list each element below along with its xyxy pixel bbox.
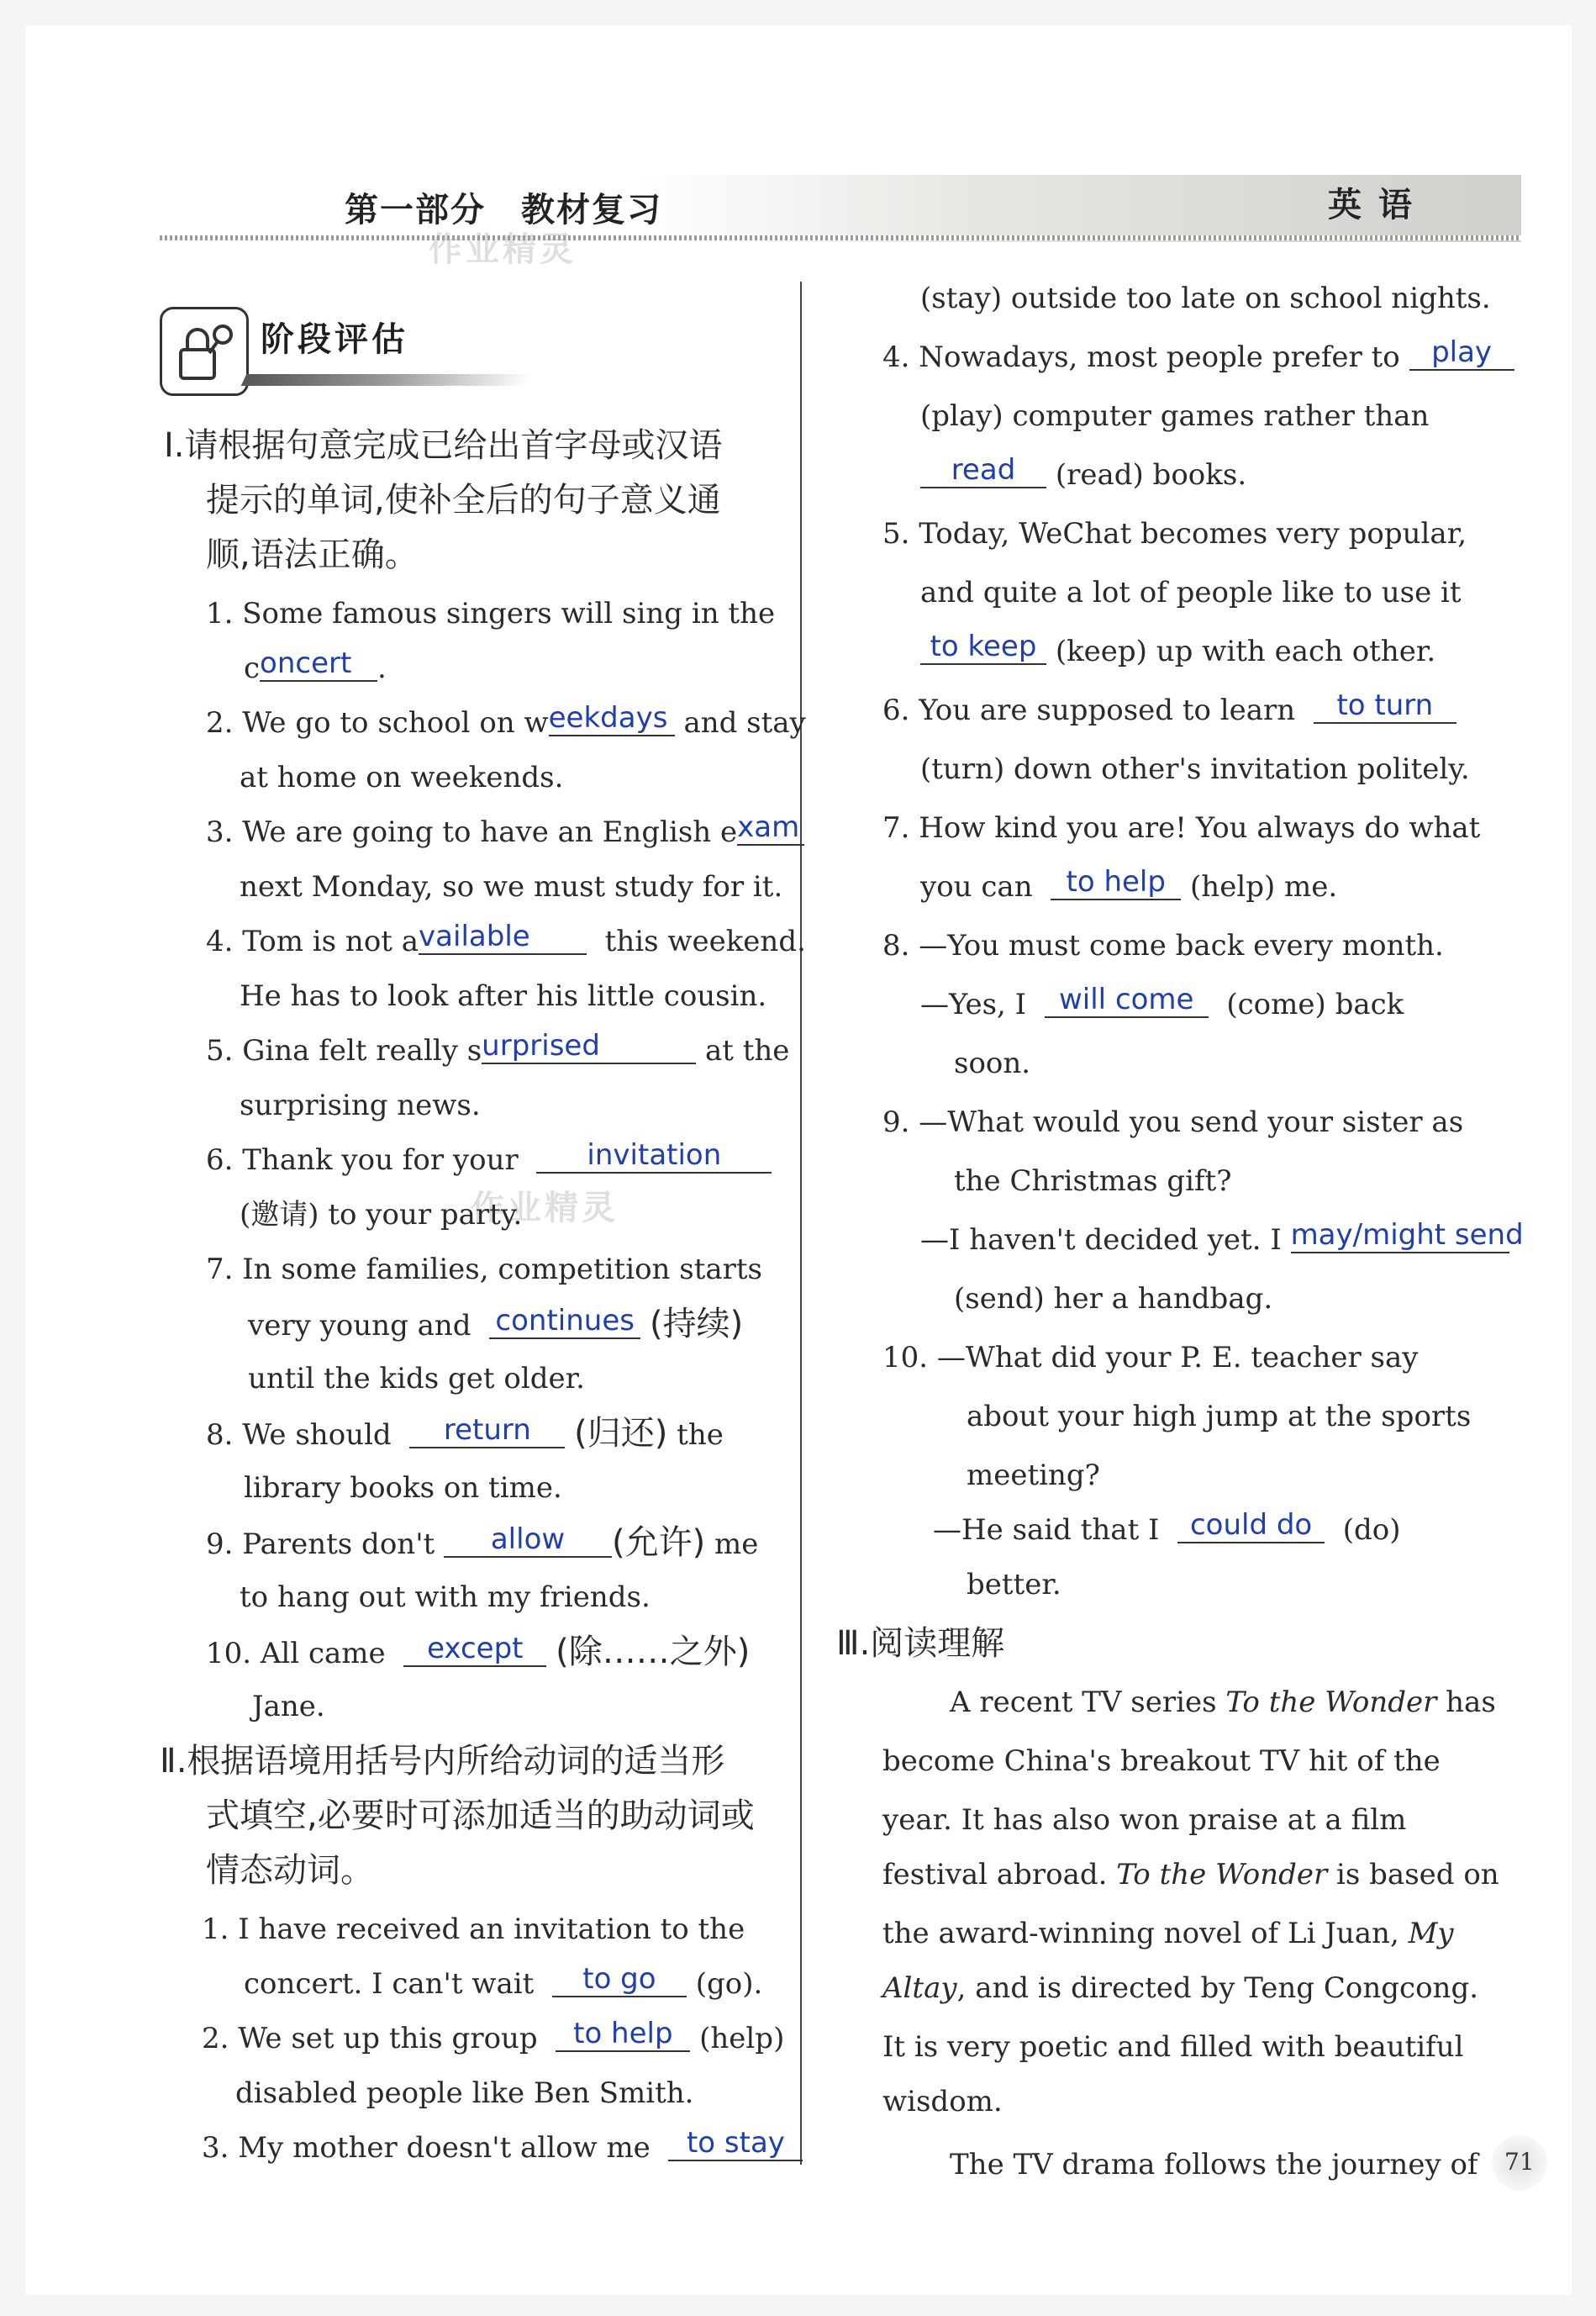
p1-q5-line2: surprising news.	[240, 1089, 481, 1122]
answer-blank[interactable]: to help	[1051, 865, 1181, 900]
p2-q10-line5: better.	[967, 1568, 1061, 1601]
p1-q4-line1: 4. Tom is not available this weekend.	[206, 920, 806, 958]
p2-q9-line3: —I haven't decided yet. I may/might send	[920, 1218, 1524, 1257]
p2-q9-line1: 9. —What would you send your sister as	[882, 1105, 1464, 1139]
reading-p1-line3: year. It has also won praise at a film	[882, 1803, 1407, 1837]
p2-q6-line1: 6. You are supposed to learn to turn	[882, 694, 1456, 729]
answer-blank[interactable]: allow	[444, 1522, 612, 1558]
answer-blank[interactable]: urprised	[482, 1029, 696, 1064]
reading-p1-line5: the award-winning novel of Li Juan, My	[882, 1917, 1454, 1950]
answer-blank[interactable]: to stay	[668, 2126, 803, 2161]
answer-blank[interactable]: read	[920, 453, 1046, 488]
p1-q7-line2: very young and continues (持续)	[248, 1304, 744, 1343]
reading-p1-line7: It is very poetic and filled with beautiful	[882, 2030, 1464, 2064]
p1-q8-line1: 8. We should return (归还) the	[206, 1413, 724, 1453]
p2-q4-line1: 4. Nowadays, most people prefer to play	[882, 340, 1514, 376]
p2-q7-line1: 7. How kind you are! You always do what	[882, 811, 1481, 845]
reading-p1-line4: festival abroad. To the Wonder is based on	[882, 1858, 1499, 1891]
reading-p1-line8: wisdom.	[882, 2085, 1003, 2118]
p2-q8-line1: 8. —You must come back every month.	[882, 929, 1444, 963]
p1-q7-line1: 7. In some families, competition starts	[206, 1253, 763, 1286]
answer-blank[interactable]: vailable	[419, 920, 587, 955]
badge-underline	[241, 374, 533, 386]
p1-q9-line2: to hang out with my friends.	[240, 1580, 651, 1614]
p2-q4-line2: (play) computer games rather than	[920, 399, 1430, 433]
p2-q8-line2: —Yes, I will come (come) back	[920, 983, 1404, 1021]
watermark: 作业精灵	[471, 1189, 619, 1227]
part1-title-line1: Ⅰ.请根据句意完成已给出首字母或汉语	[164, 426, 723, 465]
part1-title-line2: 提示的单词,使补全后的句子意义通	[206, 481, 721, 520]
answer-blank[interactable]: play	[1409, 335, 1514, 371]
p2-q5-line2: and quite a lot of people like to use it	[920, 576, 1462, 609]
watermark: 作业精灵	[429, 230, 577, 269]
answer-blank[interactable]: to help	[556, 2017, 690, 2052]
page-number: 71	[1504, 2148, 1535, 2176]
header-rule	[160, 235, 1521, 240]
p1-q10-line1: 10. All came except (除……之外)	[206, 1632, 751, 1671]
p1-q2-line1: 2. We go to school on weekdays and stay	[206, 701, 806, 740]
p1-q8-line2: library books on time.	[244, 1471, 562, 1505]
p2-q10-line2: about your high jump at the sports	[967, 1400, 1472, 1433]
answer-blank[interactable]: to turn	[1314, 688, 1456, 724]
answer-blank[interactable]: invitation	[536, 1138, 772, 1174]
p2-q5-line3: to keep (keep) up with each other.	[920, 635, 1435, 670]
answer-blank[interactable]: continues	[489, 1304, 640, 1339]
p2-q1-line2: concert. I can't wait to go (go).	[244, 1962, 763, 2001]
answer-blank[interactable]: could do	[1177, 1508, 1325, 1543]
p1-q1-line2: concert .	[244, 646, 387, 685]
p2-q1-line1: 1. I have received an invitation to the	[202, 1912, 745, 1946]
p2-q10-line4: —He said that I could do (do)	[933, 1508, 1401, 1547]
answer-blank[interactable]: will come	[1045, 983, 1209, 1018]
p1-q1-text: 1. Some famous singers will sing in the	[206, 597, 776, 630]
p2-q8-line3: soon.	[954, 1047, 1031, 1080]
p2-q3-line1: 3. My mother doesn't allow me to stay	[202, 2131, 803, 2166]
lock-icon	[160, 307, 249, 396]
header-part-title: 第一部分 教材复习	[345, 191, 662, 229]
p2-q9-line4: (send) her a handbag.	[954, 1282, 1273, 1316]
p2-q6-line2: (turn) down other's invitation politely.	[920, 752, 1470, 786]
p1-q3-line1: 3. We are going to have an English exam	[206, 815, 804, 851]
part2-title-line2: 式填空,必要时可添加适当的助动词或	[206, 1796, 755, 1835]
part2-title-line1: Ⅱ.根据语境用括号内所给动词的适当形	[160, 1742, 725, 1781]
part1-title-line3: 顺,语法正确。	[206, 535, 419, 574]
p2-q4-line3: read (read) books.	[920, 458, 1246, 493]
answer-blank[interactable]: return	[409, 1413, 565, 1448]
p2-q10-line3: meeting?	[967, 1459, 1100, 1492]
p1-q10-line2: Jane.	[252, 1690, 325, 1723]
answer-blank[interactable]: to go	[552, 1962, 687, 1997]
answer-blank[interactable]: to keep	[920, 630, 1046, 665]
answer-blank[interactable]: eekdays	[549, 701, 675, 736]
p1-q3-line2: next Monday, so we must study for it.	[240, 870, 783, 904]
p2-q2-line1: 2. We set up this group to help (help)	[202, 2017, 785, 2055]
p1-q7-line3: until the kids get older.	[248, 1362, 585, 1395]
reading-p2-line1: The TV drama follows the journey of	[950, 2148, 1478, 2181]
p1-q5-line1: 5. Gina felt really surprised at the	[206, 1029, 790, 1068]
reading-p1-line2: become China's breakout TV hit of the	[882, 1744, 1441, 1778]
p1-q9-line1: 9. Parents don't allow (允许) me	[206, 1522, 759, 1562]
reading-p1-line6: Altay, and is directed by Teng Congcong.	[882, 1971, 1479, 2005]
reading-p1-line1: A recent TV series To the Wonder has	[950, 1686, 1496, 1719]
p2-q3-line2: (stay) outside too late on school nights.	[920, 282, 1491, 315]
answer-blank[interactable]: xam	[737, 810, 804, 846]
answer-blank[interactable]: oncert	[260, 646, 377, 682]
p1-q6-line1: 6. Thank you for your invitation	[206, 1143, 772, 1179]
answer-blank[interactable]: may/might send	[1290, 1218, 1524, 1252]
p2-q7-line2: you can to help (help) me.	[920, 865, 1338, 904]
part3-title: Ⅲ.阅读理解	[836, 1624, 1005, 1663]
header-subject: 英语	[1328, 186, 1429, 224]
p2-q2-line2: disabled people like Ben Smith.	[235, 2076, 694, 2110]
p1-q4-line2: He has to look after his little cousin.	[240, 979, 767, 1013]
answer-blank[interactable]: except	[403, 1632, 546, 1667]
p2-q9-line2: the Christmas gift?	[954, 1164, 1232, 1198]
column-divider	[800, 282, 802, 2165]
p1-q2-line2: at home on weekends.	[240, 761, 564, 794]
section-badge-title: 阶段评估	[261, 320, 408, 359]
p1-q6-line2: (邀请) to your party.	[240, 1198, 523, 1232]
part2-title-line3: 情态动词。	[206, 1851, 374, 1890]
p2-q5-line1: 5. Today, WeChat becomes very popular,	[882, 517, 1467, 551]
p2-q10-line1: 10. —What did your P. E. teacher say	[882, 1341, 1419, 1374]
